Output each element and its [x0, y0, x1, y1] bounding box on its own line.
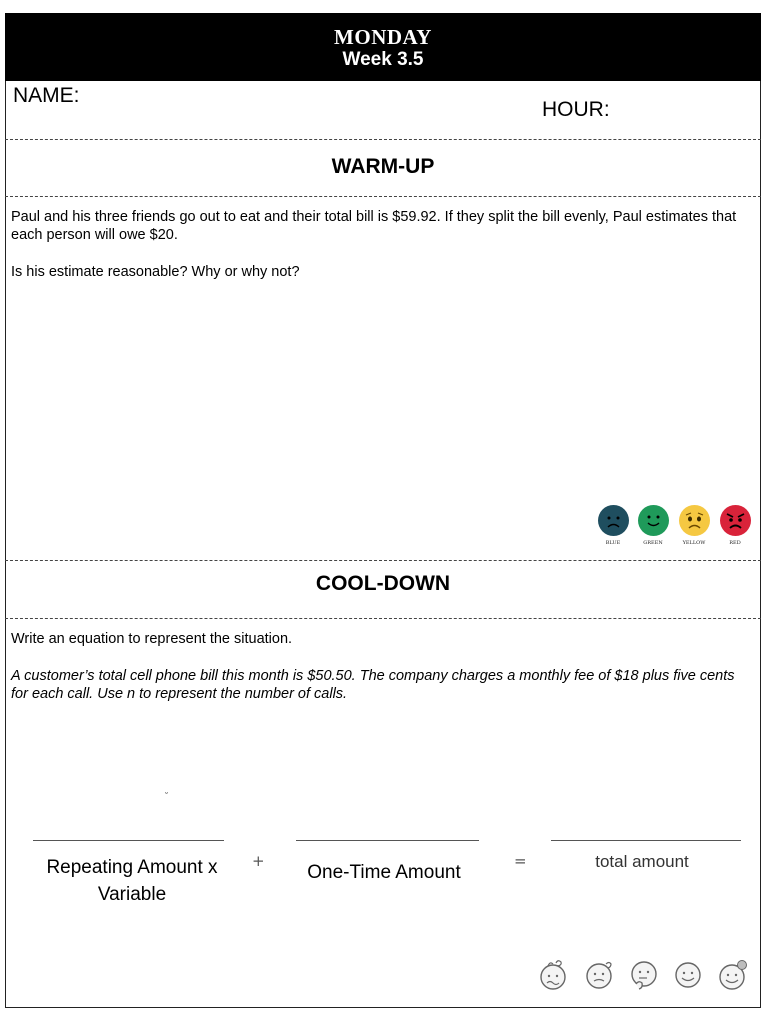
- term-one-time-amount: One-Time Amount: [307, 862, 461, 883]
- warmup-paragraph: Paul and his three friends go out to eat and their total bill is $59.92. If they split the bill evenly, Paul estimates that each person will owe $20.: [11, 209, 737, 243]
- name-label: NAME:: [13, 84, 80, 107]
- unsure-face-icon[interactable]: [583, 958, 617, 992]
- warmup-title: WARM-UP: [331, 155, 435, 178]
- thinking-face-icon[interactable]: [627, 958, 661, 992]
- cooldown-instruction: Write an equation to represent the situation.: [11, 631, 293, 647]
- hour-label: HOUR:: [542, 98, 610, 121]
- face-label: YELLOW: [682, 540, 706, 546]
- feeling-faces: [596, 505, 756, 547]
- divider: [5, 139, 761, 140]
- face-label: BLUE: [605, 540, 621, 546]
- equals-sign: =: [514, 852, 527, 870]
- confused-face-icon[interactable]: [536, 958, 570, 992]
- divider: [5, 196, 761, 197]
- smile-face-icon[interactable]: [671, 958, 705, 992]
- answer-blank-3[interactable]: [551, 840, 741, 841]
- face-label: GREEN: [643, 540, 663, 546]
- divider: [5, 560, 761, 561]
- stray-mark: ˘: [164, 792, 169, 803]
- term-repeating-amount: Repeating Amount x Variable: [46, 857, 218, 905]
- angry-face-icon: [720, 505, 751, 536]
- day-title: MONDAY: [334, 25, 432, 49]
- smile-face-icon: [638, 505, 669, 536]
- week-title: Week 3.5: [342, 49, 424, 70]
- answer-blank-2[interactable]: [296, 840, 479, 841]
- divider: [5, 618, 761, 619]
- sad-face-icon: [598, 505, 629, 536]
- face-label: RED: [729, 540, 741, 546]
- answer-blank-1[interactable]: [33, 840, 224, 841]
- header-bar: [5, 13, 761, 81]
- idea-face-icon[interactable]: [716, 958, 750, 992]
- cooldown-problem: A customer’s total cell phone bill this month is $50.50. The company charges a monthly fee of $18 plus five cents for each call. Use n to represent the number of calls.: [11, 668, 735, 702]
- term-total-amount: total amount: [595, 852, 689, 871]
- plus-sign: +: [252, 852, 265, 870]
- cooldown-title: COOL-DOWN: [315, 572, 451, 595]
- worried-face-icon: [679, 505, 710, 536]
- warmup-question: Is his estimate reasonable? Why or why not?: [11, 264, 300, 280]
